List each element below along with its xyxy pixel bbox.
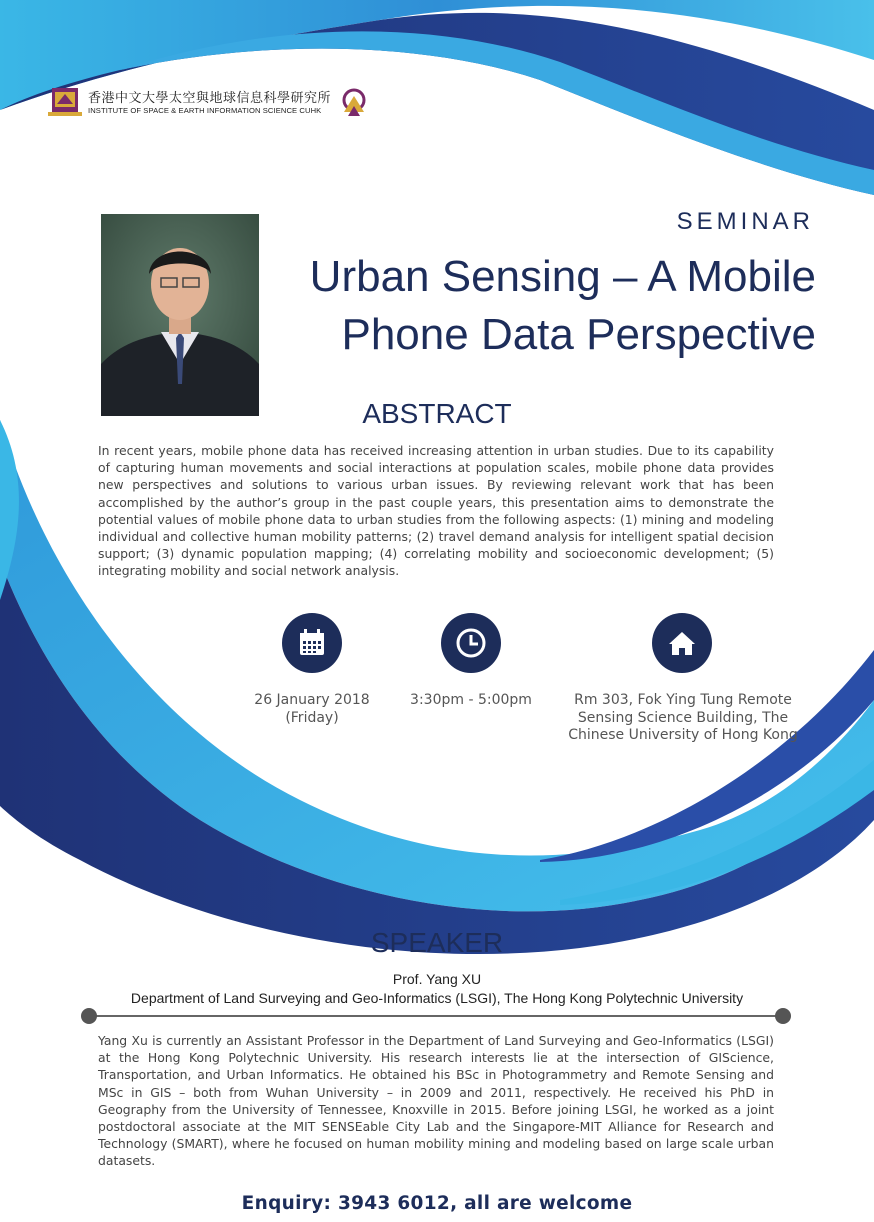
event-time: 3:30pm - 5:00pm xyxy=(410,692,532,708)
speaker-heading: SPEAKER xyxy=(370,927,504,958)
weekday-text: (Friday) xyxy=(285,709,339,726)
date-text: 26 January 2018 xyxy=(254,692,370,708)
event-date xyxy=(232,692,392,727)
abstract-heading-text: ABSTRACT xyxy=(362,398,512,429)
event-venue xyxy=(556,692,810,745)
calendar-icon xyxy=(282,613,342,673)
abstract-heading xyxy=(0,398,874,430)
title-line-1: Urban Sensing – A Mobile xyxy=(309,252,816,301)
speaker-name: Prof. Yang XU xyxy=(392,971,482,987)
abstract-text: In recent years, mobile phone data has received increasing attention in urban studies. Due to its capability of capturing human movements and social interactions at population scales, mobile phone data provides new perspectives and solutions to various urban issues. By reviewing relevant work that has been accomplished by the author’s group in the past couple years, this presentation aims to demonstrate the potential values of mobile phone data to urban studies from the following aspects: (1) mining and modeling individual and collective human mobility patterns; (2) travel demand analysis for intelligent spatial decision support; (3) dynamic population mapping; (4) correlating mobility and socioeconomic development; (5) integrating mobility and social network analysis. xyxy=(98,443,774,579)
venue-line-1: Rm 303, Fok Ying Tung Remote xyxy=(574,692,792,708)
institute-logo xyxy=(48,86,368,122)
iseis-logo-icon xyxy=(340,86,368,120)
home-icon xyxy=(652,613,712,673)
clock-icon xyxy=(441,613,501,673)
event-type: SEMINAR xyxy=(676,208,814,235)
title-line-2: Phone Data Perspective xyxy=(341,310,816,359)
institute-name-cn: 香港中文大學太空與地球信息科學研究所 xyxy=(88,91,332,106)
enquiry-text: Enquiry: 3943 6012, all are welcome xyxy=(241,1193,633,1214)
speaker-affiliation: Department of Land Surveying and Geo-Informatics (LSGI), The Hong Kong Polytechnic University xyxy=(130,990,744,1006)
cuhk-crest-icon xyxy=(48,86,82,118)
divider xyxy=(89,1015,783,1017)
divider-dot-left xyxy=(81,1008,97,1024)
divider-dot-right xyxy=(775,1008,791,1024)
speaker-photo xyxy=(101,214,259,416)
speaker-bio: Yang Xu is currently an Assistant Professor in the Department of Land Surveying and Geo-Informatics (LSGI) at the Hong Kong Polytechnic University. His research interests lie at the intersection of GIScience, Transportation, and Urban Informatics. He obtained his BSc in Photogrammetry and Remote Sensing and MSc in GIS – both from Wuhan University – in 2009 and 2011, respectively. He received his PhD in Geography from the University of Tennessee, Knoxville in 2015. Before joining LSGI, he worked as a joint postdoctoral associate at the MIT SENSEable City Lab and the Singapore-MIT Alliance for Research and Technology (SMART), where he focused on human mobility mining and modeling based on large scale urban datasets. xyxy=(98,1033,774,1169)
institute-name-en: INSTITUTE OF SPACE & EARTH INFORMATION SCIENCE CUHK xyxy=(88,106,322,115)
venue-line-3: Chinese University of Hong Kong xyxy=(568,727,798,743)
seminar-title xyxy=(310,248,816,364)
venue-line-2: Sensing Science Building, The xyxy=(577,709,789,726)
